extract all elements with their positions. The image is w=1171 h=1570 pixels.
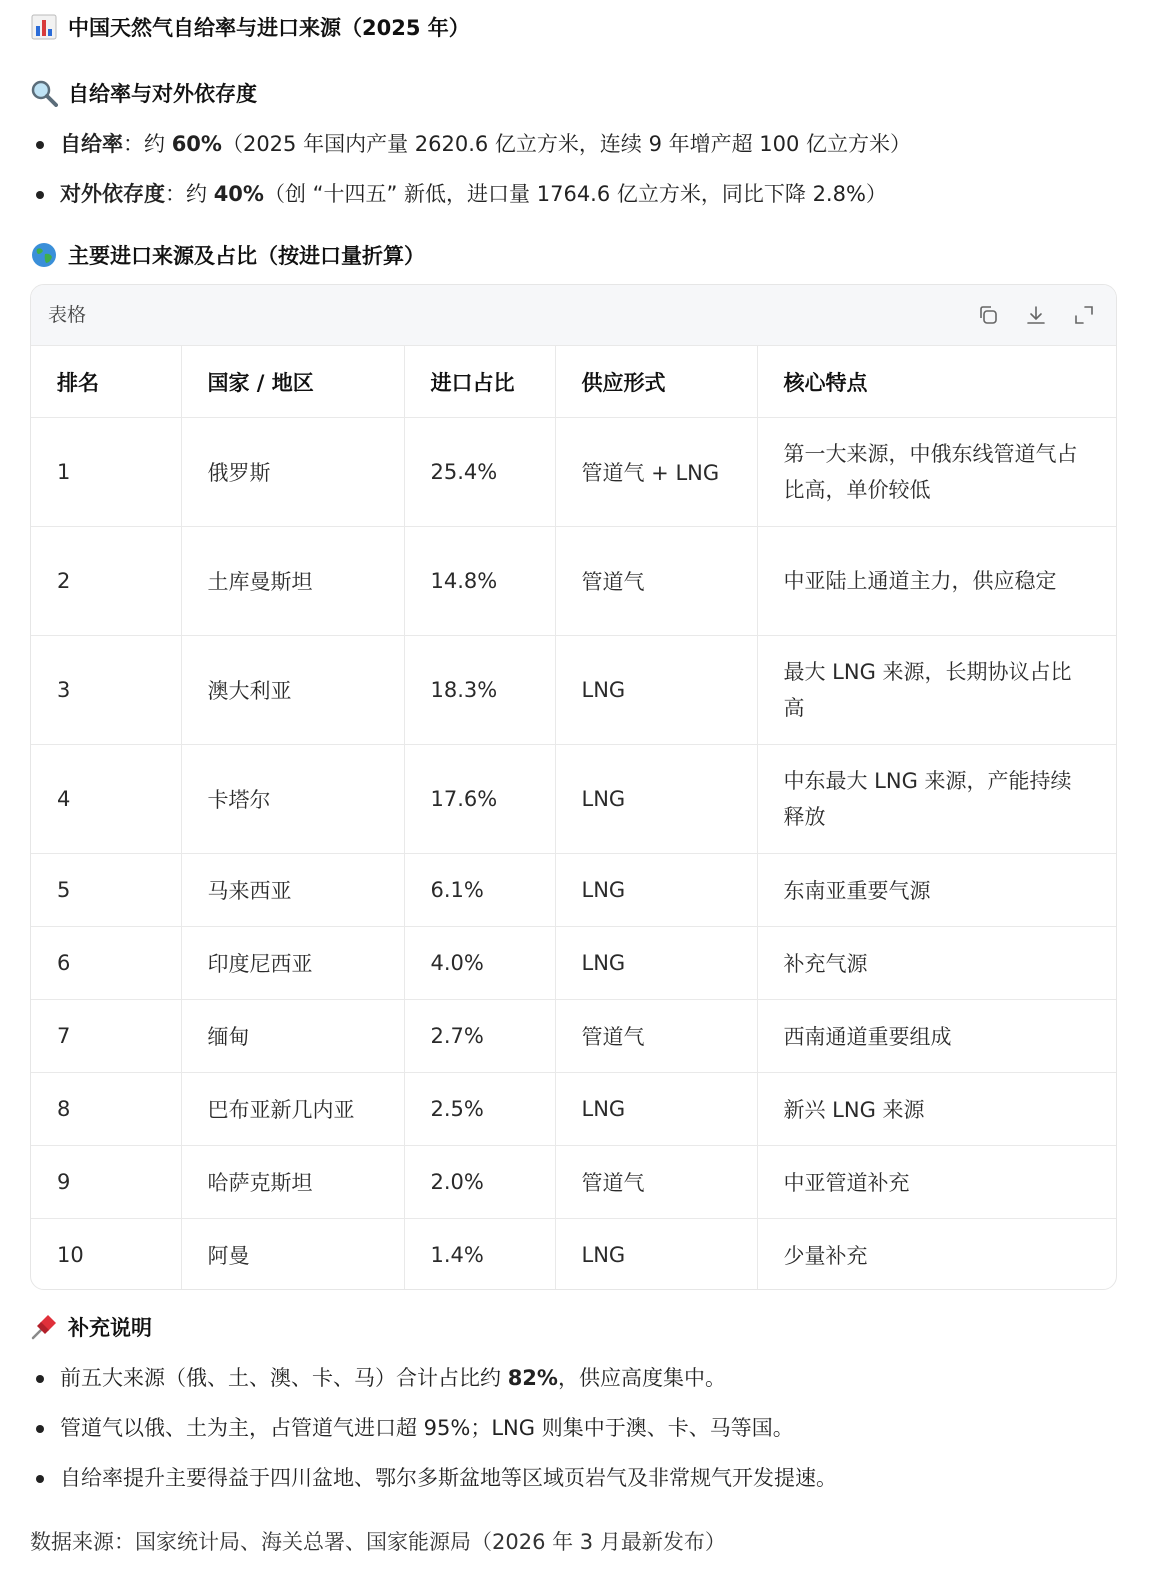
section-heading-self-sufficiency (30, 78, 257, 108)
table-cell: 1.4% (404, 1219, 555, 1291)
table-cell: 管道气 (555, 527, 757, 636)
column-header-share: 进口占比 (404, 346, 555, 418)
table-cell: LNG (555, 1073, 757, 1146)
table-label: 表格 (48, 304, 87, 326)
copy-icon[interactable] (974, 301, 1002, 329)
table-cell: 补充气源 (757, 927, 1116, 1000)
table-cell: LNG (555, 1219, 757, 1291)
table-cell: 4.0% (404, 927, 555, 1000)
download-icon[interactable] (1022, 301, 1050, 329)
table-cell: 6 (31, 927, 181, 1000)
table-cell: 澳大利亚 (181, 636, 404, 745)
table-cell: 管道气 + LNG (555, 418, 757, 527)
section-heading-text: 补充说明 (68, 1316, 152, 1340)
page-title-row (30, 12, 470, 42)
list-item: 管道气以俄、土为主，占管道气进口超 95%；LNG 则集中于澳、卡、马等国。 (30, 1403, 837, 1453)
list-item-detail: （创 “十四五” 新低，进口量 1764.6 亿立方米，同比下降 2.8%） (263, 182, 887, 206)
self-sufficiency-list (30, 119, 911, 219)
notes-list (30, 1353, 837, 1503)
table-cell: 第一大来源，中俄东线管道气占比高，单价较低 (757, 418, 1116, 527)
table-cell: 卡塔尔 (181, 745, 404, 854)
table-cell: 中东最大 LNG 来源，产能持续释放 (757, 745, 1116, 854)
magnifier-icon (30, 79, 58, 107)
section-heading-text: 主要进口来源及占比（按进口量折算） (68, 244, 425, 268)
table-row (31, 527, 1116, 636)
table-toolbar (31, 285, 1116, 346)
table-cell: 阿曼 (181, 1219, 404, 1291)
table-cell: 中亚陆上通道主力，供应稳定 (757, 527, 1116, 636)
table-cell: 14.8% (404, 527, 555, 636)
list-item: 自给率提升主要得益于四川盆地、鄂尔多斯盆地等区域页岩气及非常规气开发提速。 (30, 1453, 837, 1503)
table-cell: 中亚管道补充 (757, 1146, 1116, 1219)
table-cell: 7 (31, 1000, 181, 1073)
table-row (31, 1219, 1116, 1291)
table-cell: 2.7% (404, 1000, 555, 1073)
table-cell: 少量补充 (783, 1244, 868, 1268)
table-cell: 17.6% (404, 745, 555, 854)
table-cell: 管道气 (555, 1146, 757, 1219)
list-item-term: 对外依存度 (60, 182, 165, 206)
column-header-features: 核心特点 (757, 346, 1116, 418)
table-cell: 哈萨克斯坦 (181, 1146, 404, 1219)
table-row (31, 1146, 1116, 1219)
table-row (31, 1000, 1116, 1073)
table-row (31, 1073, 1116, 1146)
table-cell: LNG (555, 636, 757, 745)
table-row (31, 636, 1116, 745)
table-cell: 印度尼西亚 (181, 927, 404, 1000)
list-item-value: 60% (171, 132, 222, 156)
table-cell: 18.3% (404, 636, 555, 745)
table-cell: 俄罗斯 (181, 418, 404, 527)
table-cell: LNG (555, 927, 757, 1000)
table-cell: 缅甸 (181, 1000, 404, 1073)
table-row (31, 927, 1116, 1000)
table-cell: LNG (555, 854, 757, 927)
table-header-row (31, 346, 1116, 418)
table-tools (974, 301, 1098, 329)
column-header-supply-form: 供应形式 (555, 346, 757, 418)
list-item-term: 自给率 (60, 132, 123, 156)
table-cell: 管道气 (555, 1000, 757, 1073)
table-cell: LNG (555, 745, 757, 854)
expand-icon[interactable] (1070, 301, 1098, 329)
table-cell: 东南亚重要气源 (757, 854, 1116, 927)
table-cell: 最大 LNG 来源，长期协议占比高 (757, 636, 1116, 745)
table-cell: 马来西亚 (181, 854, 404, 927)
section-heading-notes (30, 1312, 152, 1342)
table-row (31, 854, 1116, 927)
table-cell: 巴布亚新几内亚 (181, 1073, 404, 1146)
column-header-rank: 排名 (31, 346, 181, 418)
table-cell: 2.5% (404, 1073, 555, 1146)
table-cell: 土库曼斯坦 (181, 527, 404, 636)
table-cell: 8 (31, 1073, 181, 1146)
import-sources-table (31, 346, 1116, 1290)
table-cell: 西南通道重要组成 (757, 1000, 1116, 1073)
table-cell: 10 (31, 1219, 181, 1291)
table-cell: 25.4% (404, 418, 555, 527)
import-sources-table-card (30, 284, 1117, 1290)
list-item: 自给率：约 60%（2025 年国内产量 2620.6 亿立方米，连续 9 年增产超 100 亿立方米） (30, 119, 911, 169)
table-row (31, 745, 1116, 854)
table-cell: 6.1% (404, 854, 555, 927)
list-item: 前五大来源（俄、土、澳、卡、马）合计占比约 82%，供应高度集中。 (30, 1353, 837, 1403)
table-cell: 2.0% (404, 1146, 555, 1219)
column-header-country: 国家 / 地区 (181, 346, 404, 418)
pushpin-icon (30, 1313, 58, 1341)
table-cell: 新兴 LNG 来源 (757, 1073, 1116, 1146)
table-cell: 1 (31, 418, 181, 527)
list-item-value: 40% (213, 182, 264, 206)
page-title: 中国天然气自给率与进口来源（2025 年） (68, 16, 470, 40)
globe-icon (30, 241, 58, 269)
table-cell: 2 (31, 527, 181, 636)
bar-chart-icon (30, 13, 58, 41)
section-heading-text: 自给率与对外依存度 (68, 82, 257, 106)
data-source-note: 数据来源：国家统计局、海关总署、国家能源局（2026 年 3 月最新发布） (30, 1530, 726, 1554)
list-item-detail: （2025 年国内产量 2620.6 亿立方米，连续 9 年增产超 100 亿立方米） (221, 132, 912, 156)
table-cell: 5 (31, 854, 181, 927)
list-item: 对外依存度：约 40%（创 “十四五” 新低，进口量 1764.6 亿立方米，同比下降 2.8%） (30, 169, 911, 219)
table-cell: 9 (31, 1146, 181, 1219)
table-cell: 3 (31, 636, 181, 745)
section-heading-import-sources (30, 240, 425, 270)
table-row (31, 418, 1116, 527)
table-cell: 4 (31, 745, 181, 854)
